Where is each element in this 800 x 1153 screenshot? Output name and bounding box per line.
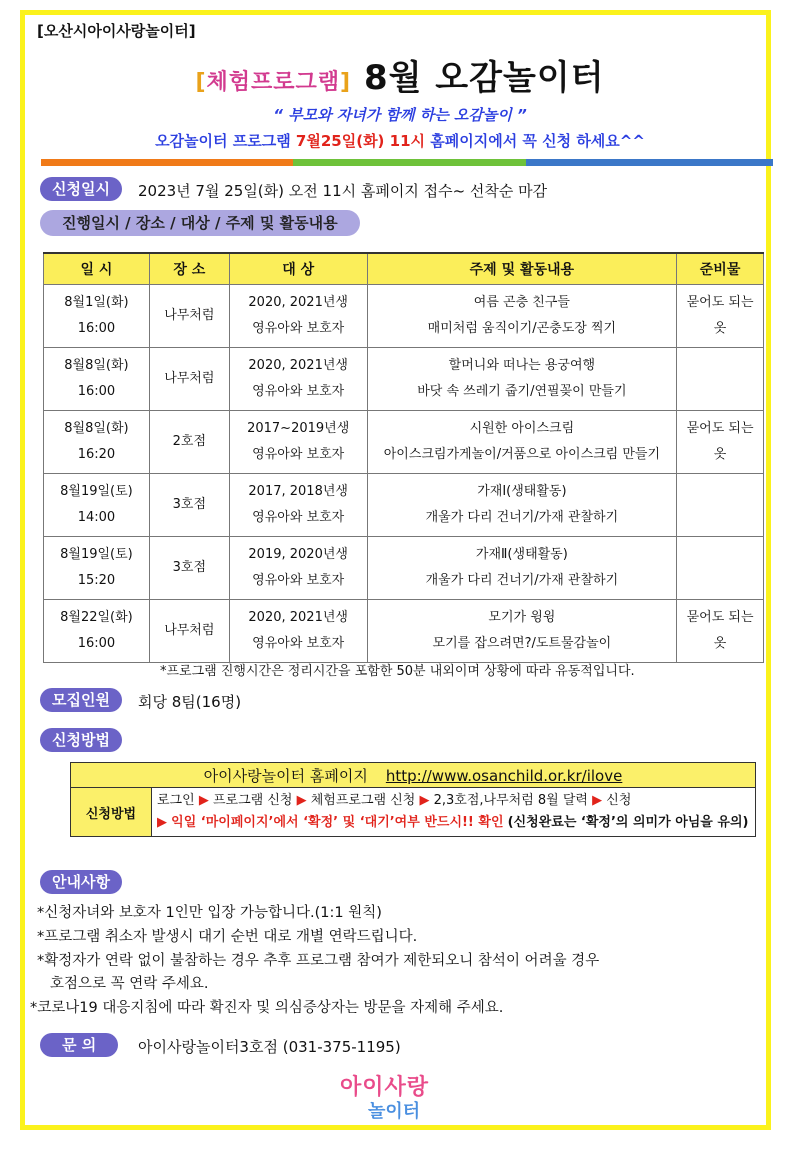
table-row	[44, 285, 764, 348]
org-tag: [오산시아이사랑놀이터]	[37, 22, 196, 40]
logo-line2: 놀이터	[368, 1101, 421, 1122]
guide-item: *프로그램 취소자 발생시 대기 순번 대로 개별 연락드립니다.	[37, 929, 418, 945]
table-note: *프로그램 진행시간은 정리시간을 포함한 50분 내외이며 상황에 따라 유동적입니다.	[160, 664, 635, 679]
col-header-prep: 준비물	[677, 253, 764, 285]
title-bracket-close: ]	[340, 70, 352, 95]
cell-place: 나무처럼	[149, 348, 229, 411]
apply-row-label: 신청방법	[71, 788, 152, 837]
recruit-label: 모집인원	[40, 688, 122, 712]
col-header-date: 일 시	[44, 253, 150, 285]
cell-target: 2020, 2021년생 영유아와 보호자	[229, 285, 367, 348]
cell-activity: 여름 곤충 친구들 매미처럼 움직이기/곤충도장 찍기	[367, 285, 676, 348]
cell-prep: 묻어도 되는 옷	[677, 285, 764, 348]
apply-method-table	[70, 762, 756, 837]
table-row	[44, 411, 764, 474]
cell-prep	[677, 348, 764, 411]
cell-target: 2017, 2018년생 영유아와 보호자	[229, 474, 367, 537]
contact-label: 문 의	[40, 1033, 118, 1057]
page-title	[0, 50, 800, 99]
col-header-target: 대 상	[229, 253, 367, 285]
apply-notice-date: 7월25일(화) 11시	[295, 132, 426, 150]
title-bracket-open: [	[195, 70, 207, 95]
logo-line1: 아이사랑	[340, 1075, 430, 1100]
col-header-place: 장 소	[149, 253, 229, 285]
apply-site-row	[71, 763, 756, 788]
table-row	[44, 348, 764, 411]
cell-target: 2020, 2021년생 영유아와 보호자	[229, 348, 367, 411]
cell-place: 나무처럼	[149, 285, 229, 348]
guide-label: 안내사항	[40, 870, 122, 894]
cell-target: 2017~2019년생 영유아와 보호자	[229, 411, 367, 474]
color-bar-green	[293, 159, 526, 166]
title-program-label: 체험프로그램	[206, 70, 341, 95]
cell-target: 2019, 2020년생 영유아와 보호자	[229, 537, 367, 600]
cell-prep	[677, 474, 764, 537]
color-bar-orange	[41, 159, 293, 166]
cell-place: 3호점	[149, 537, 229, 600]
table-row	[44, 537, 764, 600]
cell-datetime: 8월8일(화) 16:00	[44, 348, 150, 411]
cell-datetime: 8월22일(화) 16:00	[44, 600, 150, 663]
title-main: 8월 오감놀이터	[351, 58, 605, 98]
cell-datetime: 8월1일(화) 16:00	[44, 285, 150, 348]
contact-text: 아이사랑놀이터3호점 (031-375-1195)	[138, 1038, 401, 1056]
cell-prep: 묻어도 되는 옷	[677, 411, 764, 474]
table-row	[44, 474, 764, 537]
ai-sarang-logo	[340, 1070, 480, 1122]
apply-steps: 로그인 ▶ 프로그램 신청 ▶ 체험프로그램 신청 ▶ 2,3호점,나무처럼 8월 달력 ▶ 신청 ▶ 익일 ‘마이페이지’에서 ‘확정’ 및 ‘대기’여부 반드시!! 확인 (신청완료는 ‘확정’의 의미가 아님을 유의)	[152, 788, 756, 837]
color-bar-blue	[526, 159, 773, 166]
cell-place: 2호점	[149, 411, 229, 474]
guide-item: *코로나19 대응지침에 따라 확진자 및 의심증상자는 방문을 자제해 주세요.	[30, 1000, 504, 1016]
cell-target: 2020, 2021년생 영유아와 보호자	[229, 600, 367, 663]
table-row	[44, 600, 764, 663]
cell-activity: 할머니와 떠나는 용궁여행 바닷 속 쓰레기 줍기/연필꽂이 만들기	[367, 348, 676, 411]
method-label: 신청방법	[40, 728, 122, 752]
schedule-section-label: 진행일시 / 장소 / 대상 / 주제 및 활동내용	[40, 210, 360, 236]
cell-activity: 모기가 윙윙 모기를 잡으려면?/도트물감놀이	[367, 600, 676, 663]
cell-datetime: 8월19일(토) 14:00	[44, 474, 150, 537]
site-name: 아이사랑놀이터 홈페이지	[203, 766, 368, 785]
cell-prep: 묻어도 되는 옷	[677, 600, 764, 663]
cell-datetime: 8월8일(화) 16:20	[44, 411, 150, 474]
cell-place: 나무처럼	[149, 600, 229, 663]
confirm-warning: 익일 ‘마이페이지’에서 ‘확정’ 및 ‘대기’여부 반드시!! 확인	[171, 815, 504, 830]
cell-activity: 가재Ⅱ(생태활동) 개울가 다리 건너기/가재 관찰하기	[367, 537, 676, 600]
subtitle: “ 부모와 자녀가 함께 하는 오감놀이 ”	[273, 106, 527, 124]
cell-prep	[677, 537, 764, 600]
confirm-caution: (신청완료는 ‘확정’의 의미가 아님을 유의)	[507, 815, 749, 830]
guide-item: *신청자녀와 보호자 1인만 입장 가능합니다.(1:1 원칙)	[37, 905, 382, 921]
homepage-link[interactable]: http://www.osanchild.or.kr/ilove	[385, 766, 623, 785]
guide-item: 호점으로 꼭 연락 주세요.	[50, 976, 209, 992]
apply-date-label: 신청일시	[40, 177, 122, 201]
apply-date-text: 2023년 7월 25일(화) 오전 11시 홈페이지 접수~ 선착순 마감	[138, 182, 548, 200]
cell-place: 3호점	[149, 474, 229, 537]
apply-notice: 오감놀이터 프로그램 7월25일(화) 11시 홈페이지에서 꼭 신청 하세요^^	[155, 132, 645, 150]
schedule-table	[43, 252, 764, 663]
cell-activity: 가재Ⅰ(생태활동) 개울가 다리 건너기/가재 관찰하기	[367, 474, 676, 537]
col-header-activity: 주제 및 활동내용	[367, 253, 676, 285]
table-header-row	[44, 253, 764, 285]
cell-datetime: 8월19일(토) 15:20	[44, 537, 150, 600]
cell-activity: 시원한 아이스크림 아이스크림가게놀이/거품으로 아이스크림 만들기	[367, 411, 676, 474]
recruit-text: 회당 8팀(16명)	[138, 693, 242, 711]
guide-item: *확정자가 연락 없이 불참하는 경우 추후 프로그램 참여가 제한되오니 참석이 어려울 경우	[37, 953, 600, 969]
